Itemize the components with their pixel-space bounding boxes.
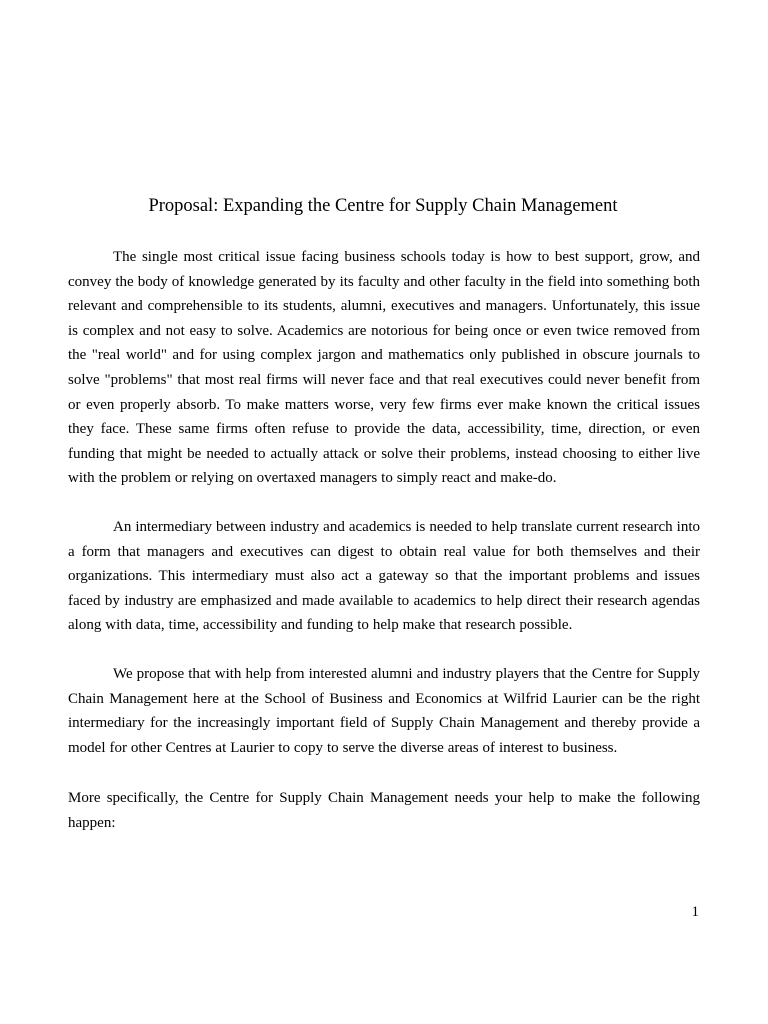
document-title: Proposal: Expanding the Centre for Supply Chain Management	[148, 196, 618, 216]
page-number: 1	[691, 904, 699, 920]
paragraph-intermediary: An intermediary between industry and academics is needed to help translate current research into a form that managers and executives can digest to obtain real value for both themselves and their organizations. This intermediary must also act a gateway so that the important problems and issues faced by industry are emphasized and made available to academics to help direct their research agendas along with data, time, accessibility and funding to help make that research possible.	[68, 519, 700, 634]
paragraph-more-specifically: More specifically, the Centre for Supply Chain Management needs your help to make the following happen:	[68, 790, 700, 831]
paragraph-proposal: We propose that with help from interested alumni and industry players that the Centre for Supply Chain Management here at the School of Business and Economics at Wilfrid Laurier can be the right intermediary for the increasingly important field of Supply Chain Management and thereby provide a model for other Centres at Laurier to copy to serve the diverse areas of interest to business.	[68, 666, 700, 756]
paragraph-critical-issue: The single most critical issue facing business schools today is how to best support, grow, and convey the body of knowledge generated by its faculty and other faculty in the field into something both relevant and comprehensible to its students, alumni, executives and managers. Unfortunately, this issue is complex and not easy to solve. Academics are notorious for being once or even twice removed from the "real world" and for using complex jargon and mathematics only published in obscure journals to solve "problems" that most real firms will never face and that real executives could never benefit from or even properly absorb. To make matters worse, very few firms ever make known the critical issues they face. These same firms often refuse to provide the data, accessibility, time, direction, or even funding that might be needed to actually attack or solve their problems, instead choosing to either live with the problem or relying on overtaxed managers to simply react and make-do.	[68, 249, 700, 487]
